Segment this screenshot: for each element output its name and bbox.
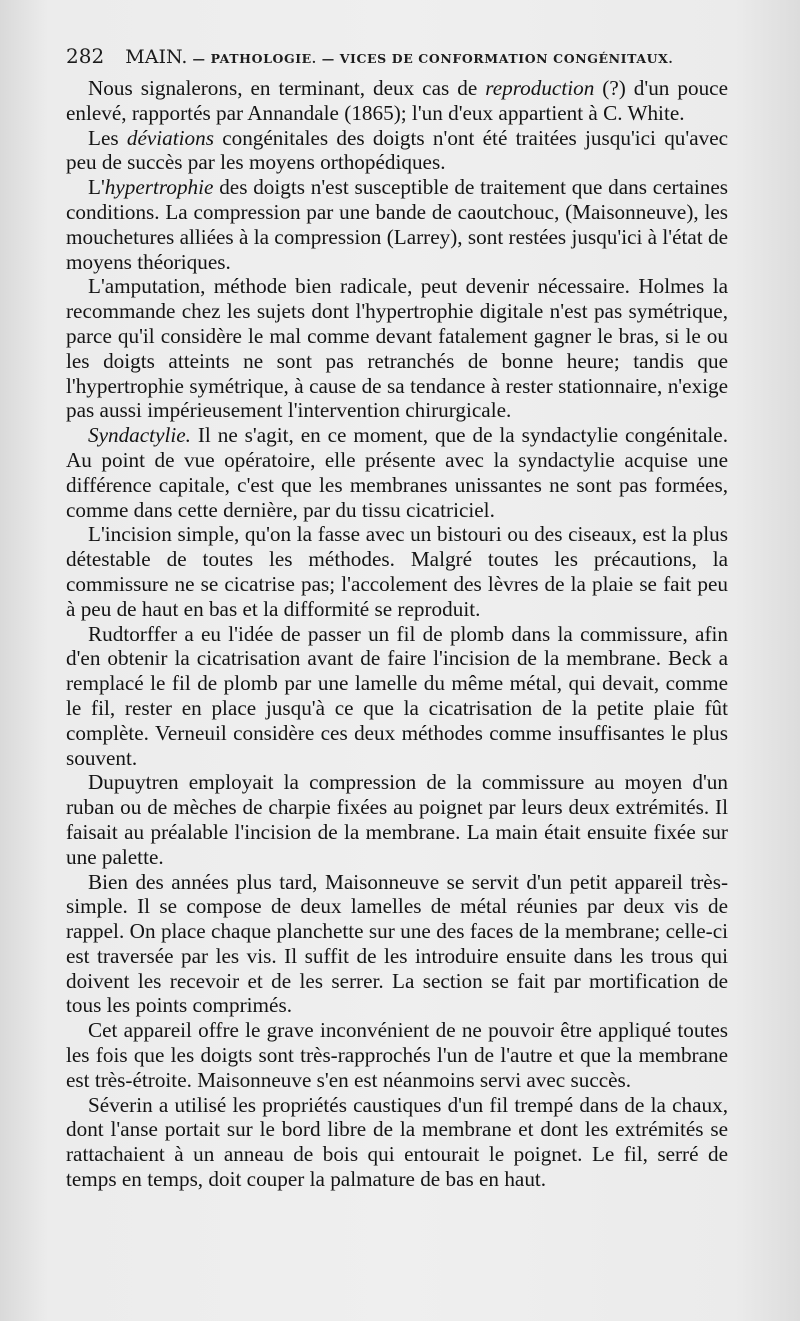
paragraph-deviations: Les déviations congénitales des doigts n'ont été traitées jusqu'ici qu'avec peu de succès par les moyens orthopédiques. — [66, 125, 729, 175]
italic-term: hypertrophie — [104, 175, 214, 200]
paragraph-appareil: Cet appareil offre le grave inconvénient de ne pouvoir être appliqué toutes les fois que les doigts sont très-rapprochés l'un de l'autre et que la membrane est très-étroite. Maisonneuve s'en est néanmoins servi avec succès. — [66, 1018, 728, 1092]
paragraph-syndactylie: Syndactylie. Il ne s'agit, en ce moment, que de la syndactylie congénitale. Au point de vue opératoire, elle présente avec la syndactylie acquise une différence capitale, c'est que les membranes unissantes ne sont pas formées, comme dans cette dernière, par du tissu cicatriciel. — [66, 423, 728, 522]
paragraph-hypertrophie: L'hypertrophie des doigts n'est susceptible de traitement que dans certaines conditions. La compression par une bande de caoutchouc, (Maisonneuve), les mouchetures alliées à la compression (Larrey), sont restées jusqu'ici à l'état de moyens théoriques. — [66, 175, 728, 274]
paragraph-rudtorffer: Rudtorffer a eu l'idée de passer un fil de plomb dans la commissure, afin d'en obtenir la cicatrisation avant de faire l'incision de la membrane. Beck a remplacé le fil de plomb par une lamelle du même métal, qui devait, comme le fil, rester en place jusqu'à ce que la cicatrisation de la petite plaie fût complète. Verneuil considère ces deux méthodes comme insuffisantes le plus souvent. — [66, 621, 728, 770]
paragraph-severin: Séverin a utilisé les propriétés caustiques d'un fil trempé dans de la chaux, dont l'anse portait sur le bord libre de la membrane et dont les extrémités se rattachaient à un anneau de bois qui entourait le poignet. Le fil, serré de temps en temps, doit couper la palmature de bas en haut. — [66, 1092, 728, 1192]
paragraph-dupuytren: Dupuytren employait la compression de la commissure au moyen d'un ruban ou de mèches de charpie fixées au poignet par leurs deux extrémités. Il faisait au préalable l'incision de la membrane. La main était ensuite fixée sur une palette. — [66, 770, 728, 869]
paragraph-amputation: L'amputation, méthode bien radicale, peut devenir nécessaire. Holmes la recommande chez les sujets dont l'hypertrophie digitale n'est pas symétrique, parce qu'il considère le mal comme devant fatalement gagner le bras, si le ou les doigts atteints ne sont pas retranchés de bonne heure; tandis que l'hypertrophie symétrique, à cause de sa tendance à rester stationnaire, n'exige pas aussi impérieusement l'intervention chirurgicale. — [66, 274, 728, 423]
page-number: 282 — [66, 44, 105, 68]
italic-term: déviations — [126, 125, 214, 150]
paragraph-maisonneuve: Bien des années plus tard, Maisonneuve se servit d'un petit appareil très-simple. Il se compose de deux lamelles de métal réunies par deux vis de rappel. On place chaque planchette sur une des faces de la membrane; celle-ci est traversée par les vis. Il suffit de les introduire ensuite dans les trous qui doivent les recevoir et de les serrer. La section se fait par mortification de tous les points comprimés. — [66, 869, 728, 1018]
running-subtitle: — PATHOLOGIE. — VICES DE CONFORMATION CONGÉNITAUX. — [192, 51, 674, 66]
italic-term: reproduction — [485, 76, 595, 100]
italic-term: Syndactylie. — [88, 423, 191, 448]
paragraph-incision-simple: L'incision simple, qu'on la fasse avec un bistouri ou des ciseaux, est la plus détestable de toutes les méthodes. Malgré toutes les précautions, la commissure ne se cicatrise pas; l'accolement des lèvres de la plaie se fait peu à peu de haut en bas et la difformité se reproduit. — [66, 522, 728, 621]
body-text — [66, 76, 728, 1192]
running-header — [66, 44, 736, 72]
paragraph-reproduction: Nous signalerons, en terminant, deux cas de reproduction (?) d'un pouce enlevé, rapportés par Annandale (1865); l'un d'eux appartient à C. White. — [66, 76, 728, 125]
running-title: MAIN. — [125, 46, 188, 68]
